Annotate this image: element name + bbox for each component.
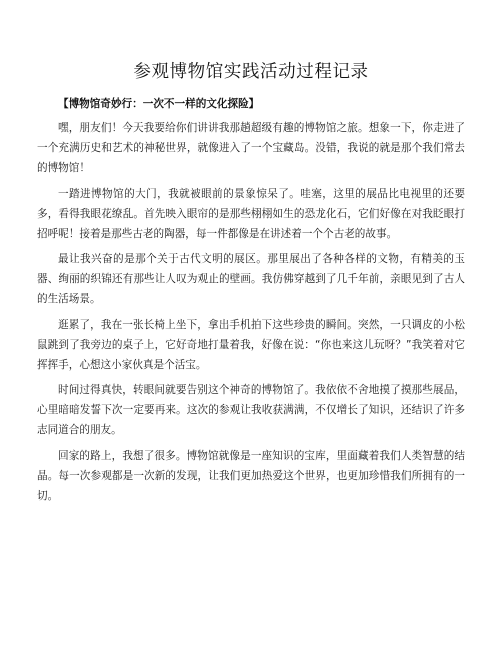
document-title: 参观博物馆实践活动过程记录	[133, 62, 369, 82]
paragraph-3: 最让我兴奋的是那个关于古代文明的展区。那里展出了各种各样的文物，有精美的玉器、绚丽的织锦还有那些让人叹为观止的壁画。我仿佛穿越到了几千年前，亲眼见到了古人的生活场景。	[37, 253, 465, 305]
paragraph-1: 嘿，朋友们！今天我要给你们讲讲我那趟超级有趣的博物馆之旅。想象一下，你走进了一个充满历史和艺术的神秘世界，就像进入了一个宝藏岛。没错，我说的就是那个我们常去的博物馆！	[37, 122, 465, 174]
paragraph-6: 回家的路上，我想了很多。博物馆就像是一座知识的宝库，里面藏着我们人类智慧的结晶。每一次参观都是一次新的发现，让我们更加热爱这个世界，也更加珍惜我们所拥有的一切。	[37, 449, 465, 502]
paragraph-4: 逛累了，我在一张长椅上坐下，拿出手机拍下这些珍贵的瞬间。突然，一只调皮的小松鼠跳到了我旁边的桌子上，它好奇地打量着我，好像在说：“你也来这儿玩呀？”我笑着对它挥挥手，心想这小家伙真是个活宝。	[37, 318, 465, 371]
paragraph-5: 时间过得真快，转眼间就要告别这个神奇的博物馆了。我依依不舍地摸了摸那些展品，心里暗暗发誓下次一定要再来。这次的参观让我收获满满，不仅增长了知识，还结识了许多志同道合的朋友。	[37, 384, 465, 436]
document-subtitle: 【博物馆奇妙行：一次不一样的文化探险】	[58, 98, 260, 110]
paragraph-2: 一踏进博物馆的大门，我就被眼前的景象惊呆了。哇塞，这里的展品比电视里的还要多，看得我眼花缭乱。首先映入眼帘的是那些栩栩如生的恐龙化石，它们好像在对我眨眼打招呼呢！接着是那些古老的陶器，每一件都像是在讲述着一个个古老的故事。	[37, 187, 465, 240]
document-body	[37, 118, 465, 511]
